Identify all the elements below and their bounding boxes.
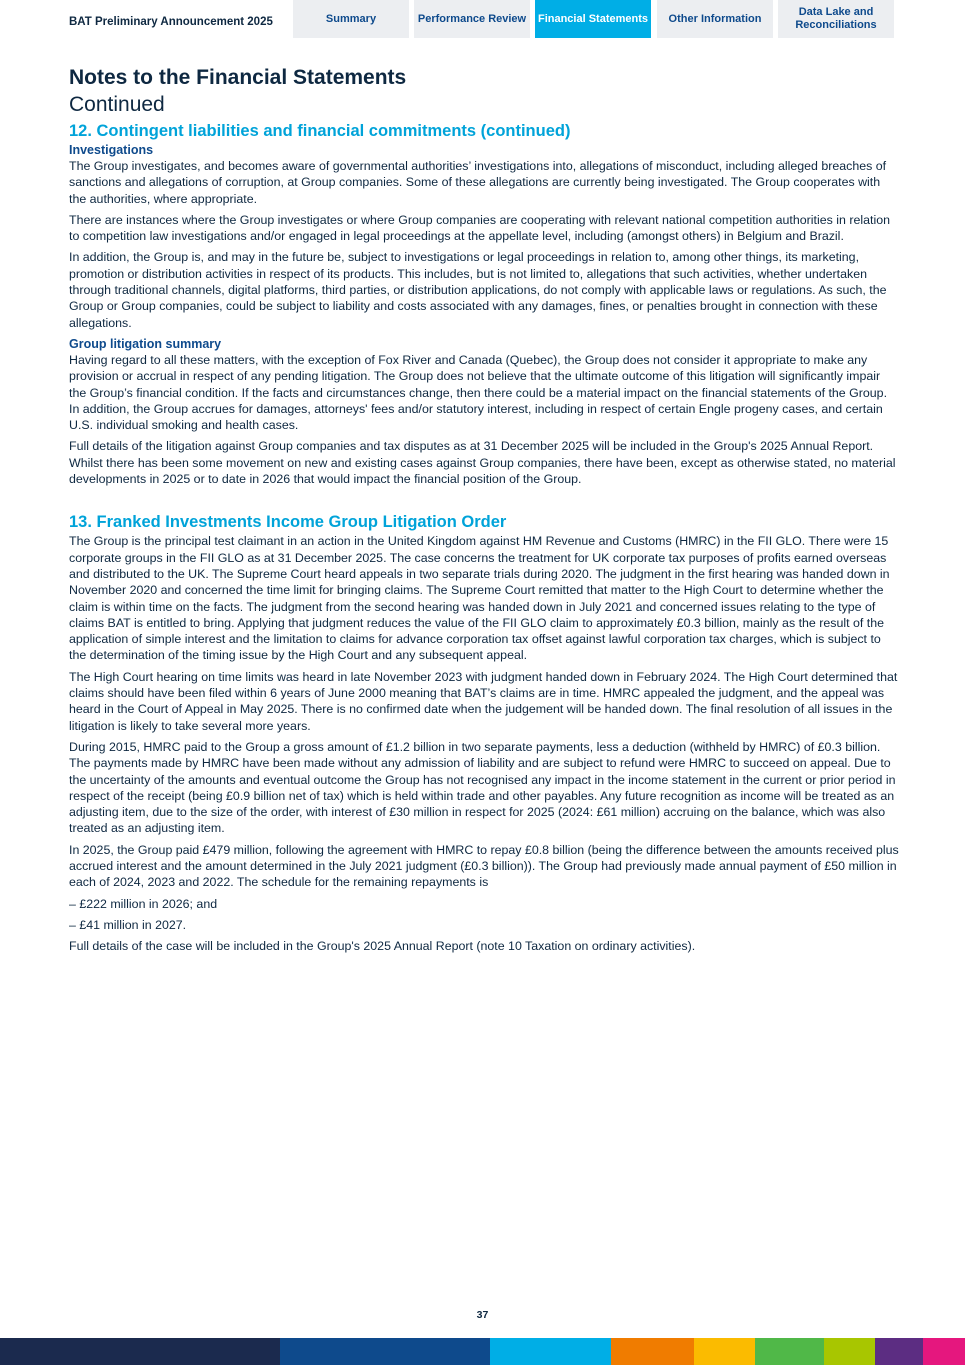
investigations-heading: Investigations	[69, 143, 154, 157]
page-number: 37	[476, 1309, 489, 1321]
footer-color-bar	[0, 1338, 965, 1365]
section-13-heading: 13. Franked Investments Income Group Litigation Order	[69, 513, 507, 532]
tab-performance-review[interactable]: Performance Review	[414, 0, 530, 38]
repayment-schedule-item: – £41 million in 2027.	[69, 917, 187, 932]
color-segment	[280, 1338, 490, 1365]
repayment-schedule-item: – £222 million in 2026; and	[69, 896, 218, 911]
tab-other-information[interactable]: Other Information	[657, 0, 773, 38]
page-title: Notes to the Financial Statements	[69, 66, 407, 89]
investigations-paragraph: The Group investigates, and becomes aware of governmental authorities’ investigations into, allegations of misconduct, including alleged breaches of sanctions and allegations of corruption, at Group companies. Some of these allegations are currently being investigated. The Group cooperates with the authorities, where appropriate.	[69, 159, 887, 206]
litigation-paragraph: Full details of the litigation against Group companies and tax disputes as at 31 December 2025 will be included in the Group's 2025 Annual Report. Whilst there has been some movement on new and existing cases against Group companies, there have been, except as otherwise stated, no material developments in 2025 or to date in 2026 that would impact the financial position of the Group.	[69, 439, 896, 487]
color-segment	[824, 1338, 875, 1365]
tab-data-lake-and-reconciliations[interactable]: Data Lake and Reconciliations	[778, 0, 894, 38]
litigation-paragraph: Having regard to all these matters, with the exception of Fox River and Canada (Quebec), the Group does not consider it appropriate to make any provision or accrual in respect of any pending litigation. The Group does not believe that the ultimate outcome of this litigation will significantly impair the Group’s financial condition. If the facts and circumstances change, then there could be a material impact on the financial statements of the Group. In addition, the Group accrues for damages, attorneys' fees and/or statutory interest, including in respect of certain Engle progeny cases, and certain U.S. individual smoking and health cases.	[69, 352, 888, 433]
color-segment	[875, 1338, 923, 1365]
investigations-paragraph: In addition, the Group is, and may in the future be, subject to investigations or legal proceedings in relation to, among other things, its marketing, promotion or distribution activities in respect of its products. This includes, but is not limited to, allegations that such activities, whether undertaken through traditional channels, digital platforms, third parties, or distribution applications, do not comply with applicable laws or regulations. As such, the Group or Group companies, could be subject to liability and costs associated with any damages, fines, or penalties brought in connection with these allegations.	[69, 250, 887, 330]
brand-title: BAT Preliminary Announcement 2025	[69, 16, 273, 28]
color-segment	[755, 1338, 824, 1365]
litigation-summary-heading: Group litigation summary	[69, 336, 222, 351]
fii-glo-paragraph: The High Court hearing on time limits was heard in late November 2023 with judgment handed down in February 2024. The High Court determined that claims should have been filed within 6 years of June 2000 meaning that BAT’s claims are in time. HMRC appealed the judgment, and the appeal was heard in the Court of Appeal in May 2025. There is no confirmed date when the judgement will be handed down. The final resolution of all issues in the litigation is likely to take several more years.	[69, 669, 898, 733]
color-segment	[923, 1338, 965, 1365]
fii-glo-paragraph: In 2025, the Group paid £479 million, following the agreement with HMRC to repay £0.8 billion (being the difference between the amounts received plus accrued interest and the amount determined in the July 2021 judgment (£0.3 billion)). The Group had previously made annual payment of £50 million in each of 2024, 2023 and 2022. The schedule for the remaining repayments is	[69, 842, 899, 890]
page-subtitle: Continued	[69, 93, 165, 116]
section-12-heading: 12. Contingent liabilities and financial commitments (continued)	[69, 122, 571, 140]
color-segment	[611, 1338, 694, 1365]
color-segment	[694, 1338, 755, 1365]
color-segment	[0, 1338, 280, 1365]
tab-financial-statements[interactable]: Financial Statements	[535, 0, 651, 38]
fii-glo-paragraph: During 2015, HMRC paid to the Group a gross amount of £1.2 billion in two separate payments, less a deduction (withheld by HMRC) of £0.3 billion. The payments made by HMRC have been made without any admission of liability and are subject to refund were HMRC to succeed on appeal. Due to the uncertainty of the amounts and eventual outcome the Group has not recognised any impact in the income statement in the current or prior period in respect of the receipt (being £0.9 billion net of tax) which is held within trade and other payables. Any future recognition as income will be treated as an adjusting item, due to the size of the order, with interest of £30 million in respect for 2025 (2024: £61 million) accruing on the balance, which was also treated as an adjusting item.	[69, 739, 896, 836]
fii-glo-paragraph: The Group is the principal test claimant in an action in the United Kingdom against HM Revenue and Customs (HMRC) in the FII GLO. There were 15 corporate groups in the FII GLO as at 31 December 2025. The case concerns the treatment for UK corporate tax purposes of profits earned overseas and distributed to the UK. The Supreme Court heard appeals in two separate trials during 2020. The judgment in the first hearing was handed down in November 2020 and concerned the time limit for bringing claims. The Supreme Court remitted that matter to the High Court to determine whether the claim is within time on the facts. The judgment from the second hearing was handed down in July 2021 and concerned issues relating to the type of claims BAT is entitled to bring. Applying that judgment reduces the value of the FII GLO claim to approximately £0.3 billion, mainly as the result of the application of simple interest and the limitation to claims for advance corporation tax offset against lawful corporation tax charges, which is subject to the determination of the timing issue by the High Court and any subsequent appeal.	[69, 534, 890, 663]
tab-summary[interactable]: Summary	[293, 0, 409, 38]
investigations-paragraph: There are instances where the Group investigates or where Group companies are cooperating with relevant national competition authorities in relation to competition law investigations and/or engaged in legal proceedings at the appellate level, including (amongst others) in Belgium and Brazil.	[69, 212, 890, 244]
main-content	[69, 64, 899, 959]
color-segment	[490, 1338, 611, 1365]
closing-paragraph: Full details of the case will be included in the Group's 2025 Annual Report (note 10 Taxation on ordinary activities).	[69, 939, 696, 954]
header-nav	[0, 0, 965, 38]
